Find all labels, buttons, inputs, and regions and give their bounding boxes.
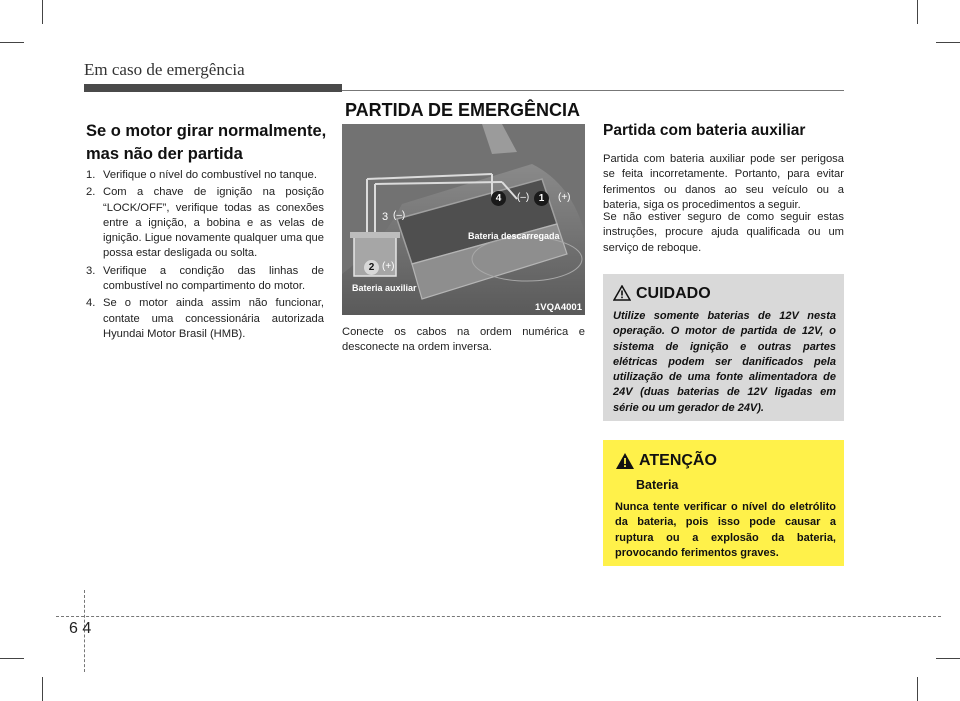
marker-3: 3 xyxy=(382,211,389,223)
warning-icon xyxy=(615,452,635,470)
step-number: 2. xyxy=(86,186,96,199)
steps-list xyxy=(86,168,324,344)
marker-2-sign: (+) xyxy=(382,261,395,272)
marker-4: 4 xyxy=(491,191,506,206)
step-number: 1. xyxy=(86,169,96,181)
step-item xyxy=(86,296,324,342)
step-number: 4. xyxy=(86,297,96,310)
paragraph: Partida com bateria auxiliar pode ser perigosa se feita incorretamente. Portanto, para evitar ferimentos ou danos ao seu veículo ou a bateria, siga os procedimentos a seguir. xyxy=(603,153,844,211)
caution-text: Utilize somente baterias de 12V nesta operação. O motor de partida de 12V, o sistema de ignição e outras partes elétricas podem ser danificados pela utilização de uma fonte alimentadora de 24V (duas baterias de 12V ligadas em série ou um gerador de 24V). xyxy=(613,310,836,414)
step-item xyxy=(86,168,324,183)
page-number: 6 4 xyxy=(69,620,92,637)
step-item xyxy=(86,264,324,295)
column1-heading: Se o motor girar normalmente, mas não der partida xyxy=(86,122,327,163)
footer-rule xyxy=(56,616,941,617)
section-title: PARTIDA DE EMERGÊNCIA xyxy=(345,100,581,120)
attention-subtitle: Bateria xyxy=(636,478,679,492)
attention-box xyxy=(603,440,844,566)
column3-heading: Partida com bateria auxiliar xyxy=(603,122,806,139)
marker-1-sign: (+) xyxy=(558,192,571,203)
paragraph: Se não estiver seguro de como seguir estas instruções, procure ajuda qualificada ou um serviço de reboque. xyxy=(603,211,844,254)
header-bar xyxy=(84,84,342,92)
chapter-title: Em caso de emergência xyxy=(84,60,245,79)
crop-mark xyxy=(936,42,960,43)
crop-mark xyxy=(42,0,43,24)
step-text: Se o motor ainda assim não funcionar, contate uma concessionária autorizada Hyundai Motor Brasil (HMB). xyxy=(103,297,324,340)
step-text: Verifique a condição das linhas de combustível no compartimento do motor. xyxy=(103,264,324,293)
warning-icon xyxy=(613,285,631,301)
marker-4-sign: (–) xyxy=(517,192,530,203)
step-text: Verifique o nível do combustível no tanque. xyxy=(103,169,317,181)
marker-1: 1 xyxy=(534,191,549,206)
attention-text: Nunca tente verificar o nível do eletrólito da bateria, pois isso pode causar a ruptura ou a explosão da bateria, provocando ferimentos graves. xyxy=(615,501,836,559)
step-text: Com a chave de ignição na posição “LOCK/OFF”, verifique todas as conexões entre a ignição, a bobina e as velas de ignição. Ligue novamente qualquer uma que possa estar desligada ou solta. xyxy=(103,186,324,260)
crop-mark xyxy=(42,677,43,701)
marker-3-sign: (–) xyxy=(393,210,406,221)
figure-code: 1VQA4001 xyxy=(534,302,582,313)
step-item xyxy=(86,185,324,261)
crop-mark xyxy=(936,658,960,659)
step-number: 3. xyxy=(86,264,96,277)
crop-mark xyxy=(0,42,24,43)
crop-mark xyxy=(917,677,918,701)
label-auxiliary-battery: Bateria auxiliar xyxy=(352,283,417,293)
header-rule xyxy=(342,90,844,91)
caution-title: CUIDADO xyxy=(636,285,711,302)
label-discharged-battery: Bateria descarregada xyxy=(468,231,560,241)
marker-2: 2 xyxy=(364,260,379,275)
attention-title: ATENÇÃO xyxy=(639,452,717,469)
figure-caption: Conecte os cabos na ordem numérica e desconecte na ordem inversa. xyxy=(342,326,585,354)
crop-mark xyxy=(0,658,24,659)
caution-box xyxy=(603,274,844,421)
jump-start-illustration xyxy=(342,124,585,315)
crop-mark xyxy=(917,0,918,24)
